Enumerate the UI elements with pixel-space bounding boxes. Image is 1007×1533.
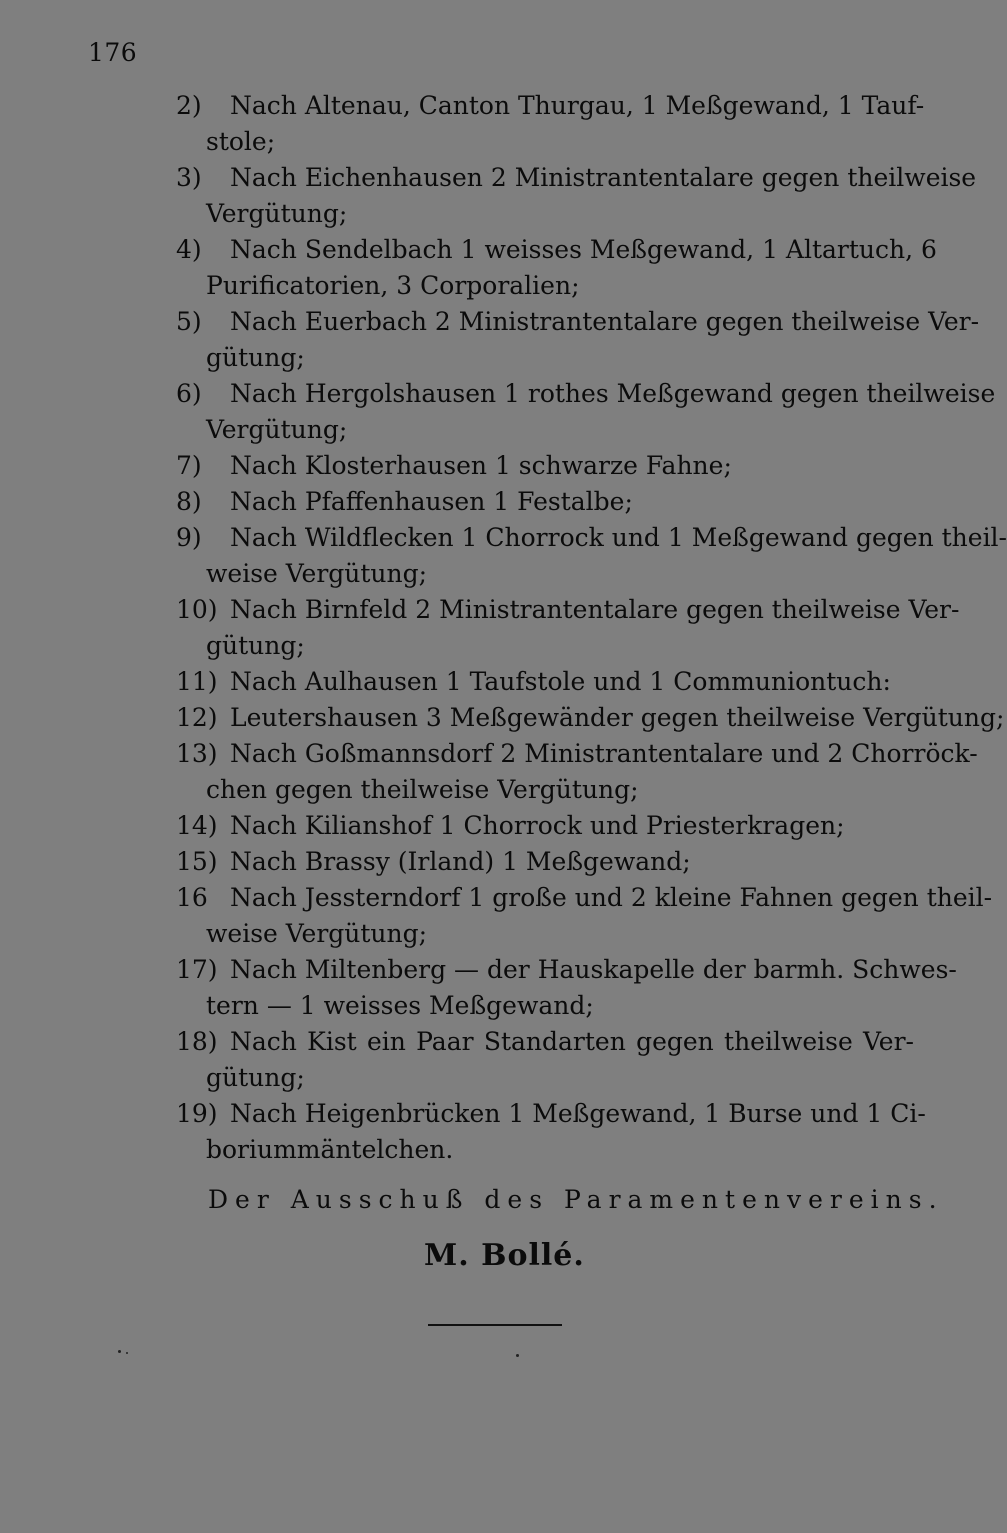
- list-item: [0, 700, 1005, 736]
- list-item-continuation: Vergütung;: [206, 415, 348, 444]
- list-item-number: 14): [176, 811, 218, 840]
- list-item-continuation: Purificatorien, 3 Corporalien;: [206, 271, 580, 300]
- list-item-number: 8): [176, 487, 202, 516]
- page-number: 176: [88, 38, 138, 67]
- list-item: [0, 484, 1000, 520]
- list-item-text: Nach Birnfeld 2 Ministrantentalare gegen theilweise Ver-: [230, 595, 960, 624]
- ink-speck: [126, 1352, 128, 1354]
- list-item-number: 7): [176, 451, 202, 480]
- donation-list: [0, 88, 1007, 1168]
- list-item-number: 4): [176, 235, 202, 264]
- list-item: [0, 664, 1000, 700]
- list-item: [0, 448, 1000, 484]
- list-item: [0, 1024, 1000, 1096]
- list-item-text: Nach Hergolshausen 1 rothes Meßgewand gegen theilweise: [230, 379, 996, 408]
- list-item-number: 2): [176, 91, 202, 120]
- list-item: [0, 736, 1000, 808]
- list-item-continuation: Vergütung;: [206, 199, 348, 228]
- ink-speck: [516, 1354, 519, 1357]
- list-item-continuation: chen gegen theilweise Vergütung;: [206, 775, 639, 804]
- list-item-text: Nach Goßmannsdorf 2 Ministrantentalare und 2 Chorröck-: [230, 739, 978, 768]
- list-item-number: 17): [176, 955, 218, 984]
- list-item-continuation: weise Vergütung;: [206, 919, 428, 948]
- list-item-text: Nach Jessterndorf 1 große und 2 kleine Fahnen gegen theil-: [230, 883, 993, 912]
- list-item-number: 18): [176, 1027, 218, 1056]
- list-item-text: Nach Aulhausen 1 Taufstole und 1 Communiontuch:: [230, 667, 891, 696]
- list-item-continuation: stole;: [206, 127, 276, 156]
- list-item-continuation: tern — 1 weisses Meßgewand;: [206, 991, 594, 1020]
- list-item: [0, 592, 1000, 664]
- list-item-number: 5): [176, 307, 202, 336]
- list-item-number: 16: [176, 883, 208, 912]
- list-item-text: Nach Kilianshof 1 Chorrock und Priesterkragen;: [230, 811, 845, 840]
- list-item-text: Nach Sendelbach 1 weisses Meßgewand, 1 Altartuch, 6: [230, 235, 937, 264]
- list-item-continuation: gütung;: [206, 1063, 305, 1092]
- list-item: [0, 520, 1007, 592]
- list-item-text: Nach Altenau, Canton Thurgau, 1 Meßgewand, 1 Tauf-: [230, 91, 925, 120]
- list-item-number: 13): [176, 739, 218, 768]
- list-item-text: Nach Brassy (Irland) 1 Meßgewand;: [230, 847, 691, 876]
- list-item-text: Nach Heigenbrücken 1 Meßgewand, 1 Burse und 1 Ci-: [230, 1099, 926, 1128]
- list-item-text: Nach Miltenberg — der Hauskapelle der barmh. Schwes-: [230, 955, 957, 984]
- committee-signature: Der Ausschuß des Paramentenvereins.: [208, 1185, 944, 1214]
- list-item-number: 3): [176, 163, 202, 192]
- list-item: [0, 88, 1000, 160]
- signatory-name: M. Bollé.: [424, 1238, 585, 1273]
- list-item-number: 11): [176, 667, 218, 696]
- list-item-continuation: boriummäntelchen.: [206, 1135, 454, 1164]
- list-item-text: Nach Euerbach 2 Ministrantentalare gegen theilweise Ver-: [230, 307, 980, 336]
- list-item: [0, 808, 1000, 844]
- list-item-number: 15): [176, 847, 218, 876]
- list-item-text: Nach Pfaffenhausen 1 Festalbe;: [230, 487, 633, 516]
- list-item-number: 19): [176, 1099, 218, 1128]
- list-item-text: Nach Kist ein Paar Standarten gegen theilweise Ver-: [230, 1027, 914, 1056]
- list-item-text: Nach Eichenhausen 2 Ministrantentalare gegen theilweise: [230, 163, 977, 192]
- list-item: [0, 232, 1000, 304]
- list-item-text: Leutershausen 3 Meßgewänder gegen theilweise Vergütung;: [230, 703, 1005, 732]
- list-item-number: 10): [176, 595, 218, 624]
- list-item-number: 6): [176, 379, 202, 408]
- list-item-continuation: weise Vergütung;: [206, 559, 428, 588]
- list-item-number: 12): [176, 703, 218, 732]
- list-item: [0, 880, 1000, 952]
- list-item: [0, 376, 1000, 448]
- list-item-text: Nach Wildflecken 1 Chorrock und 1 Meßgewand gegen theil-: [230, 523, 1007, 552]
- closing-rule: [428, 1324, 562, 1326]
- ink-speck: [118, 1350, 121, 1353]
- list-item-continuation: gütung;: [206, 343, 305, 372]
- list-item-number: 9): [176, 523, 202, 552]
- list-item: [0, 1096, 1000, 1168]
- list-item: [0, 304, 1000, 376]
- list-item-text: Nach Klosterhausen 1 schwarze Fahne;: [230, 451, 732, 480]
- list-item: [0, 844, 1000, 880]
- list-item: [0, 952, 1000, 1024]
- list-item: [0, 160, 1000, 232]
- list-item-continuation: gütung;: [206, 631, 305, 660]
